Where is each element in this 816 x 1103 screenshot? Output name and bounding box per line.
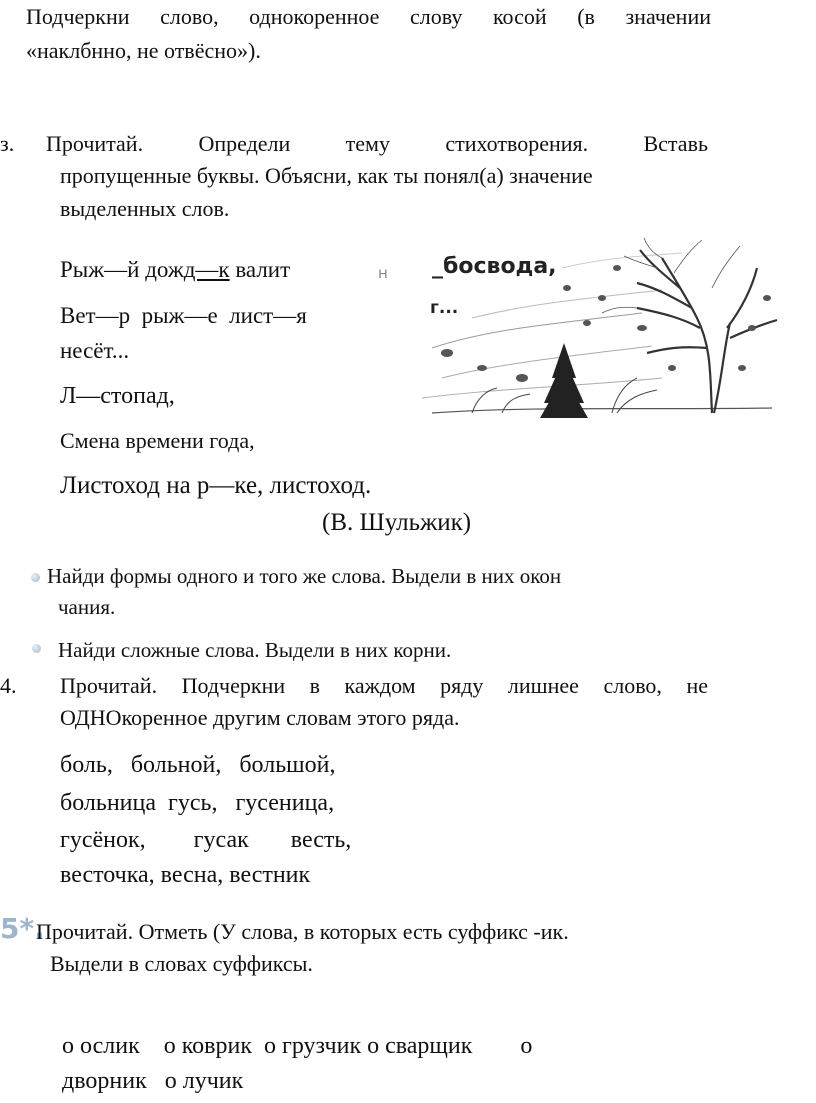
task4-line-1: Прочитай. Подчеркни в каждом ряду лишнее слово, не <box>60 673 708 698</box>
suffix-options-line-1: о ослик о коврик о грузчик о сварщик о <box>62 1033 533 1059</box>
task3-line-2: пропущенные буквы. Объясни, как ты понял(а) значение <box>60 163 593 188</box>
poem-line-2: Вет—р рыж—е лист—я <box>60 303 307 328</box>
poem-line-1-part-a: Рыж—й дож <box>60 257 184 282</box>
poem-line-6: Листоход на р—ке, листоход. <box>60 472 372 499</box>
task3-line-3: выделенных слов. <box>60 196 230 221</box>
word-row: весточка, весна, вестник <box>60 862 311 888</box>
poem-line-4: Л—стопад, <box>60 383 175 409</box>
task5-number: 5*. <box>0 912 45 945</box>
poem-line-5: Смена времени года, <box>60 428 255 453</box>
suffix-options-line-2: дворник о лучик <box>62 1068 244 1094</box>
poem-line-1 <box>60 257 290 283</box>
word-row: больница гусь, гусеница, <box>60 790 335 816</box>
bullet-icon <box>31 573 40 582</box>
bullet-1-line-2: чания. <box>58 595 116 619</box>
task3-line-1: Прочитай. Определи тему стихотворения. Вставь <box>46 131 708 156</box>
bullet-2: Найди сложные слова. Выдели в них корни. <box>58 638 452 662</box>
task5-line-1: Прочитай. Отметь (У слова, в которых есть суффикс -ик. <box>36 919 569 944</box>
task5-line-2: Выдели в словах суффиксы. <box>50 951 313 976</box>
word-row: гусёнок, гусак весть, <box>60 827 352 853</box>
task4-number: 4. <box>0 673 17 698</box>
illustration-overlay-line-1: _босвода, <box>432 254 557 279</box>
poem-author: (В. Шульжик) <box>322 509 472 536</box>
illustration-overlay-line-2: г... <box>430 298 459 318</box>
word-row: боль, больной, большой, <box>60 752 336 778</box>
stray-glyph: н <box>378 264 388 282</box>
poem-line-1-part-c: валит <box>229 257 291 282</box>
intro-line-2: «наклбнно, не отвёсно»). <box>26 38 261 63</box>
task3-number: з. <box>0 131 15 156</box>
poem-line-3: несёт... <box>60 338 130 363</box>
bullet-icon <box>32 644 41 653</box>
intro-line-1: Подчеркни слово, однокоренное слову косой (в значении <box>26 4 711 29</box>
task4-line-2: ОДНОкоренное другим словам этого ряда. <box>60 705 460 730</box>
poem-line-1-part-b: д—к <box>183 257 230 282</box>
bullet-1-line-1: Найди формы одного и того же слова. Выдели в них окон <box>47 564 562 588</box>
